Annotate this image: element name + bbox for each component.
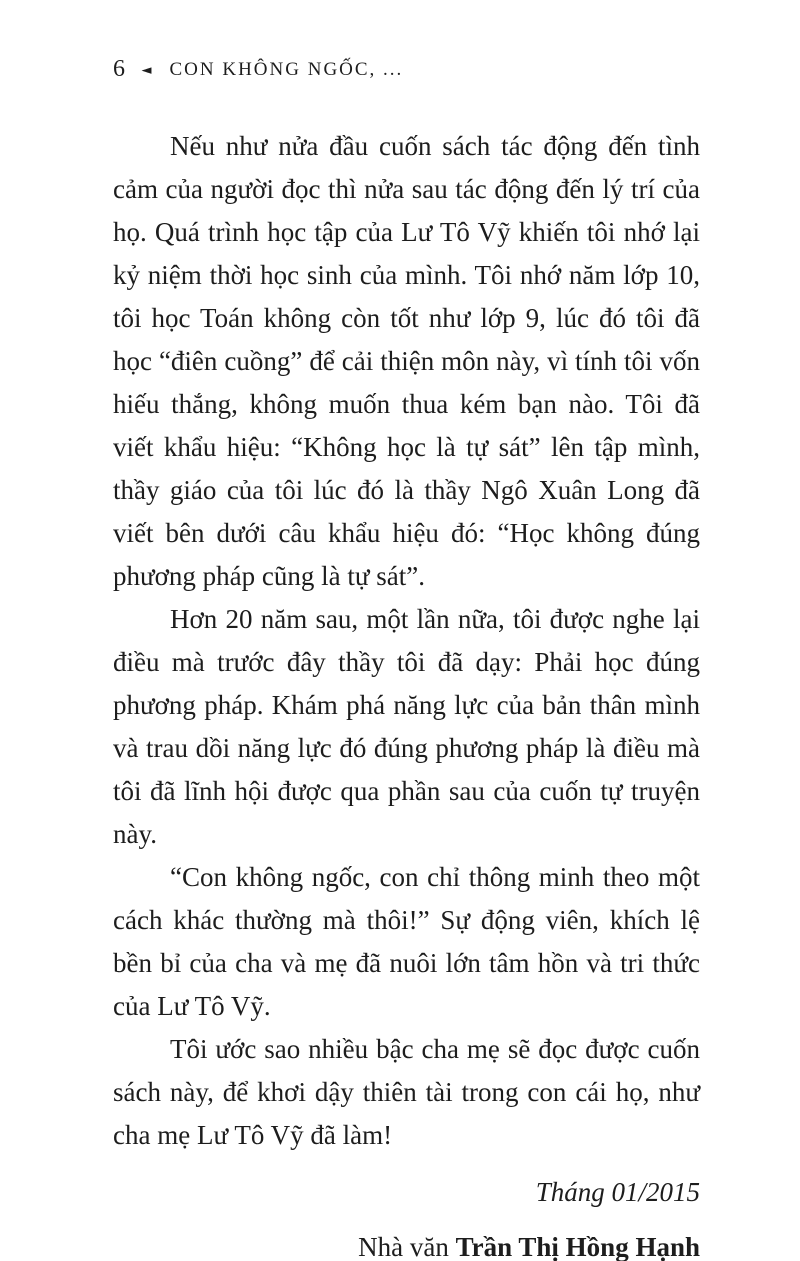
page-number: 6	[113, 56, 126, 82]
page-header	[113, 56, 700, 83]
page-body	[113, 125, 700, 1261]
paragraph-4: Tôi ước sao nhiều bậc cha mẹ sẽ đọc được cuốn sách này, để khơi dậy thiên tài trong con cái họ, như cha mẹ Lư Tô Vỹ đã làm!	[113, 1034, 700, 1150]
paragraph-2: Hơn 20 năm sau, một lần nữa, tôi được nghe lại điều mà trước đây thầy tôi đã dạy: Phải học đúng phương pháp. Khám phá năng lực của bản thân mình và trau dồi năng lực đó đúng phương pháp là điều mà tôi đã lĩnh hội được qua phần sau của cuốn tự truyện này.	[113, 604, 700, 849]
signature-author	[113, 1226, 700, 1261]
left-triangle-icon: ◄	[141, 63, 152, 78]
running-title: CON KHÔNG NGỐC, ...	[169, 58, 404, 80]
paragraph-3: “Con không ngốc, con chỉ thông minh theo một cách khác thường mà thôi!” Sự động viên, khích lệ bền bỉ của cha và mẹ đã nuôi lớn tâm hồn và tri thức của Lư Tô Vỹ.	[113, 862, 700, 1021]
paragraph-1: Nếu như nửa đầu cuốn sách tác động đến tình cảm của người đọc thì nửa sau tác động đến lý trí của họ. Quá trình học tập của Lư Tô Vỹ khiến tôi nhớ lại kỷ niệm thời học sinh của mình. Tôi nhớ năm lớp 10, tôi học Toán không còn tốt như lớp 9, lúc đó tôi đã học “điên cuồng” để cải thiện môn này, vì tính tôi vốn hiếu thắng, không muốn thua kém bạn nào. Tôi đã viết khẩu hiệu: “Không học là tự sát” lên tập mình, thầy giáo của tôi lúc đó là thầy Ngô Xuân Long đã viết bên dưới câu khẩu hiệu đó: “Học không đúng phương pháp cũng là tự sát”.	[113, 131, 700, 591]
author-prefix: Nhà văn	[358, 1232, 456, 1261]
signature-date: Tháng 01/2015	[535, 1177, 700, 1207]
author-name: Trần Thị Hồng Hạnh	[455, 1232, 700, 1261]
